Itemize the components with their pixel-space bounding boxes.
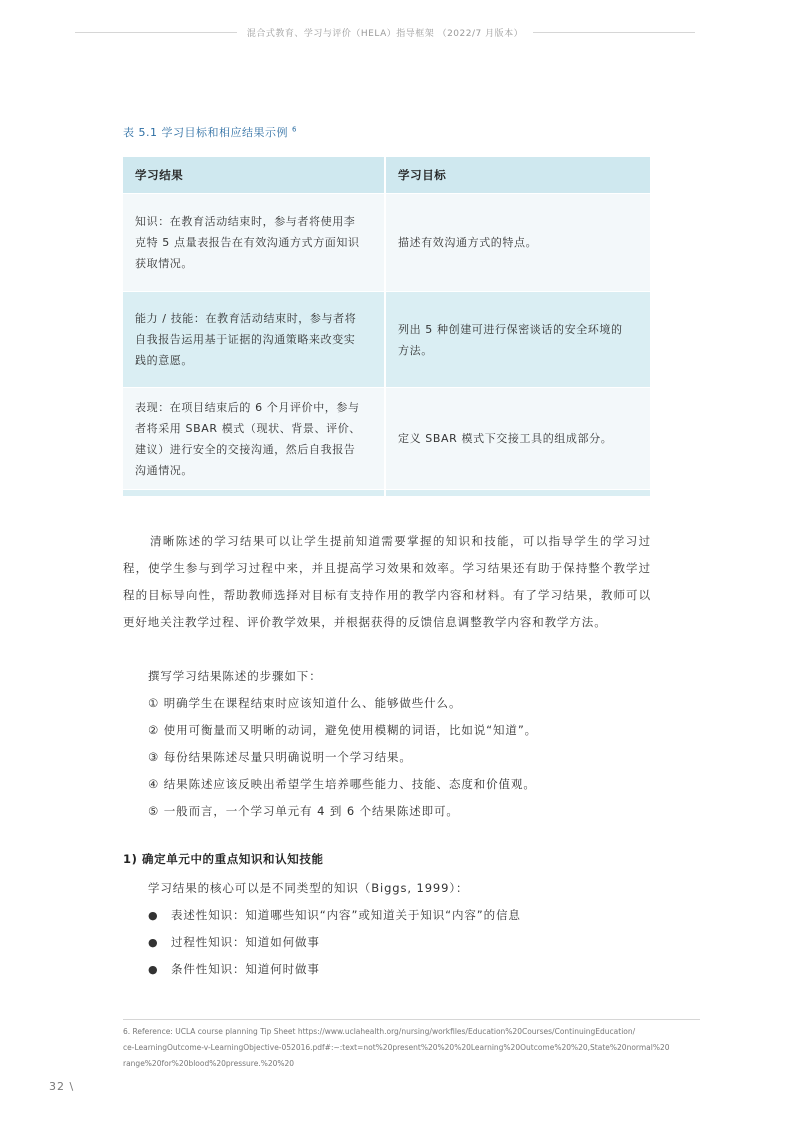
column-header-outcome: 学习结果 xyxy=(123,157,386,193)
table-row xyxy=(123,388,650,490)
step-item: ① 明确学生在课程结束时应该知道什么、能够做些什么。 xyxy=(148,696,462,710)
page-number: 32 \ xyxy=(49,1080,75,1093)
table-row xyxy=(123,194,650,292)
table-caption xyxy=(123,124,297,140)
bullet-item xyxy=(148,902,521,929)
outcome-line: 建议）进行安全的交接沟通，然后自我报告 xyxy=(135,442,356,456)
step-item: ④ 结果陈述应该反映出希望学生培养哪些能力、技能、态度和价值观。 xyxy=(148,777,536,791)
footnote-line[interactable]: ce-LearningOutcome-v-LearningObjective-052016.pdf#:~:text=not%20present%20%20%20Learning%20Outcome%20%20,State%20normal%20 xyxy=(123,1043,670,1052)
objective-line: 方法。 xyxy=(398,343,433,357)
outcome-cell xyxy=(123,194,386,291)
step-item: ⑤ 一般而言，一个学习单元有 4 到 6 个结果陈述即可。 xyxy=(148,804,459,818)
table-header-row xyxy=(123,157,650,194)
bullet-dot-icon: ● xyxy=(148,936,159,949)
outcomes-objectives-table xyxy=(123,157,650,496)
running-header xyxy=(75,24,695,40)
header-rule-right xyxy=(533,32,695,33)
footnote-divider xyxy=(123,1019,700,1020)
outcome-line: 能力 / 技能：在教育活动结束时，参与者将 xyxy=(135,312,357,325)
footnote-line[interactable]: 6. Reference: UCLA course planning Tip Sheet https://www.uclahealth.org/nursing/workfiles/Education%20Courses/ContinuingEducation/ xyxy=(123,1027,636,1036)
column-header-objective: 学习目标 xyxy=(398,167,447,182)
outcome-line: 自我报告运用基于证据的沟通策略来改变实 xyxy=(135,333,356,346)
steps-intro: 撰写学习结果陈述的步骤如下： xyxy=(148,669,322,683)
outcome-cell xyxy=(123,292,386,387)
table-bottom-strip xyxy=(123,490,650,496)
objective-line: 列出 5 种创建可进行保密谈话的安全环境的 xyxy=(398,322,623,336)
outcome-cell xyxy=(123,388,386,489)
table-row xyxy=(123,292,650,388)
table-caption-text: 表 5.1 学习目标和相应结果示例 xyxy=(123,126,288,139)
objective-cell: 描述有效沟通方式的特点。 xyxy=(398,236,538,249)
bullet-dot-icon: ● xyxy=(148,909,159,922)
footnote-ref[interactable]: 6 xyxy=(292,125,297,134)
bullet-text: 条件性知识：知道何时做事 xyxy=(171,962,320,976)
header-rule-left xyxy=(75,32,237,33)
footnote-line[interactable]: range%20for%20blood%20pressure.%20%20 xyxy=(123,1059,295,1068)
bullet-item xyxy=(148,956,320,983)
footnote xyxy=(123,1024,703,1072)
bullet-item xyxy=(148,929,320,956)
outcome-line: 践的意愿。 xyxy=(135,354,193,367)
outcome-line: 者将采用 SBAR 模式（现状、背景、评价、 xyxy=(135,421,361,435)
table-bottom-strip-right xyxy=(386,490,650,496)
outcome-line: 表现：在项目结束后的 6 个月评价中，参与 xyxy=(135,400,360,414)
section-heading: 1) 确定单元中的重点知识和认知技能 xyxy=(123,852,324,866)
bullet-text: 过程性知识：知道如何做事 xyxy=(171,935,320,949)
running-title: 混合式教育、学习与评价（HELA）指导框架 （2022/7 月版本） xyxy=(246,28,524,39)
table-bottom-strip-left xyxy=(123,490,386,496)
step-item: ② 使用可衡量而又明晰的动词，避免使用模糊的词语，比如说“知道”。 xyxy=(148,723,538,737)
bullet-dot-icon: ● xyxy=(148,963,159,976)
outcome-line: 沟通情况。 xyxy=(135,463,193,477)
outcome-line: 获取情况。 xyxy=(135,257,193,270)
objective-cell: 定义 SBAR 模式下交接工具的组成部分。 xyxy=(398,432,613,445)
body-paragraph: 清晰陈述的学习结果可以让学生提前知道需要掌握的知识和技能，可以指导学生的学习过程，使学生参与到学习过程中来，并且提高学习效果和效率。学习结果还有助于保持整个教学过程的目标导向性，帮助教师选择对目标有支持作用的教学内容和材料。有了学习结果，教师可以更好地关注教学过程、评价教学效果，并根据获得的反馈信息调整教学内容和教学方法。 xyxy=(123,534,651,629)
objective-cell xyxy=(386,292,650,387)
section-intro: 学习结果的核心可以是不同类型的知识（Biggs, 1999）： xyxy=(148,881,469,895)
outcome-line: 知识：在教育活动结束时，参与者将使用李 xyxy=(135,215,356,228)
bullet-text: 表述性知识：知道哪些知识“内容”或知道关于知识“内容”的信息 xyxy=(171,908,521,922)
step-item: ③ 每份结果陈述尽量只明确说明一个学习结果。 xyxy=(148,750,412,764)
outcome-line: 克特 5 点量表报告在有效沟通方式方面知识 xyxy=(135,236,360,249)
